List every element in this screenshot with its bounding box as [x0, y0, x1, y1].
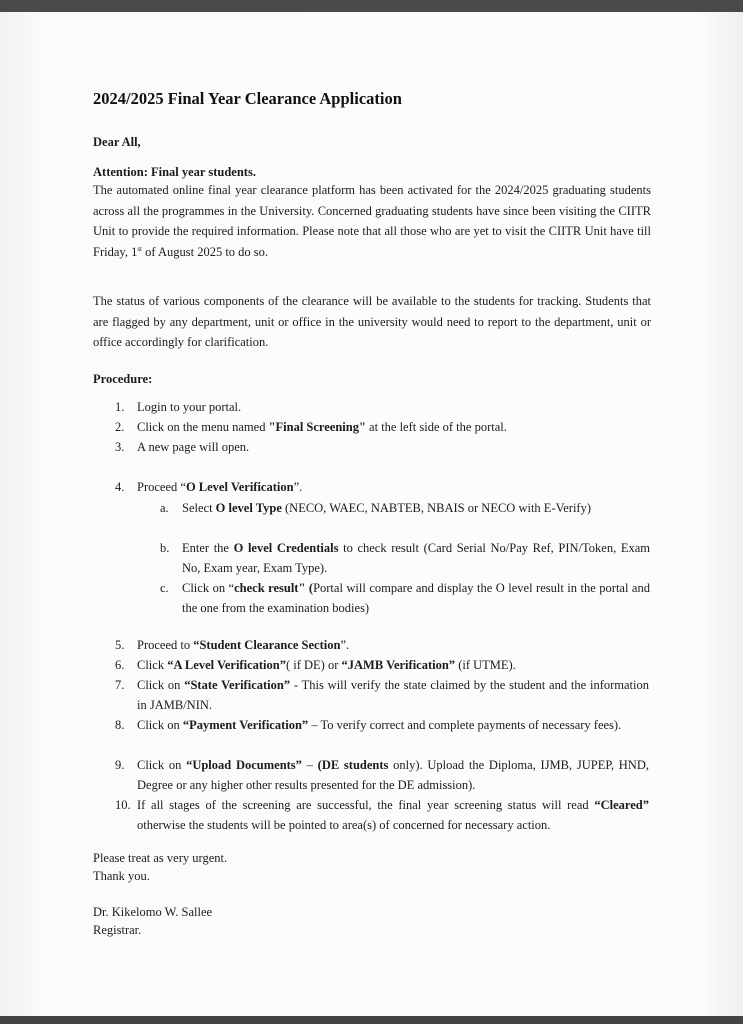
upload-documents-label: “Upload Documents”: [186, 758, 302, 772]
paragraph-intro: [93, 180, 651, 263]
step-9-text: Click on: [137, 758, 187, 772]
closing-urgent: Please treat as very urgent.: [93, 851, 228, 865]
paragraph-intro-end: of August 2025 to do so.: [142, 245, 269, 260]
step-6-text-mid: ( if DE) or: [285, 658, 342, 672]
step-4b: [182, 538, 650, 578]
attention-line: Attention: Final year students.: [93, 165, 256, 179]
step-9: [137, 755, 649, 795]
step-5: [137, 635, 647, 655]
step-4a-text-end: (NECO, WAEC, NABTEB, NBAIS or NECO with E-Verify): [281, 501, 591, 515]
step-4c-text-end: Portal will compare and display the O level result in the portal and the one from the examination bodies): [182, 581, 650, 615]
student-clearance-section-label: “Student Clearance Section: [193, 638, 341, 652]
step-4b-text-end: to check result (Card Serial No/Pay Ref, PIN/Token, Exam No, Exam year, Exam Type).: [182, 541, 651, 575]
step-number: 3.: [115, 440, 125, 454]
o-level-verification-label: O Level Verification: [185, 480, 294, 494]
step-6: [137, 655, 647, 675]
step-number: 6.: [115, 658, 125, 672]
de-students-label: (DE students: [317, 758, 389, 772]
closing-thanks: Thank you.: [93, 869, 150, 883]
step-4: [137, 477, 647, 497]
step-6-text-end: (if UTME).: [455, 658, 516, 672]
step-8: [137, 715, 649, 735]
ordinal-suffix: st: [137, 244, 142, 253]
step-number: 5.: [115, 638, 125, 652]
procedure-label: Procedure:: [93, 372, 153, 386]
step-2: [137, 417, 657, 437]
step-10-text: If all stages of the screening are successful, the final year screening status will read: [137, 798, 595, 812]
paragraph-status: The status of various components of the clearance will be available to the students for tracking. Students that are flagged by any department, unit or office in the university would need to report to the department, unit or office accordingly for clarification.: [93, 294, 651, 350]
step-10-text-end: otherwise the students will be pointed to area(s) of concerned for necessary action.: [137, 818, 551, 832]
o-level-credentials-label: O level Credentials: [233, 541, 339, 555]
step-2-text: Click on the menu named: [137, 420, 269, 434]
step-6-text: Click: [137, 658, 168, 672]
paragraph-intro-text: The automated online final year clearance platform has been activated for the 2024/2025 graduating students across all the programmes in the University. Concerned graduating students have since been visiting the CIITR Unit to provide the required information. Please note that all those who are yet to visit the CIITR Unit have till Friday, 1: [93, 183, 651, 260]
substep-letter: c.: [160, 581, 169, 595]
step-number: 1.: [115, 400, 125, 414]
step-number: 10.: [115, 798, 131, 812]
cleared-label: “Cleared”: [594, 798, 649, 812]
payment-verification-label: “Payment Verification”: [182, 718, 309, 732]
step-9-text-end: only). Upload the Diploma, IJMB, JUPEP, HND, Degree or any higher other results presented for the DE admission).: [137, 758, 649, 792]
step-1: Login to your portal.: [137, 400, 242, 414]
substep-letter: b.: [160, 541, 170, 555]
signatory-title: Registrar.: [93, 923, 142, 937]
step-8-text-end: – To verify correct and complete payments of necessary fees).: [308, 718, 622, 732]
step-8-text: Click on: [137, 718, 183, 732]
salutation: Dear All,: [93, 135, 141, 149]
step-7-text-end: - This will verify the state claimed by the student and the information in JAMB/NIN.: [137, 678, 649, 712]
step-2-text-end: at the left side of the portal.: [365, 420, 507, 434]
step-7-text: Click on: [137, 678, 185, 692]
step-9-text-mid: –: [301, 758, 318, 772]
step-4a-text: Select: [182, 501, 216, 515]
o-level-type-label: O level Type: [215, 501, 282, 515]
final-screening-label: "Final Screening": [268, 420, 366, 434]
a-level-verification-label: “A Level Verification”: [167, 658, 286, 672]
step-4c-text: Click on “: [182, 581, 235, 595]
step-number: 4.: [115, 480, 125, 494]
step-4b-text: Enter the: [182, 541, 234, 555]
signatory-name: Dr. Kikelomo W. Sallee: [93, 905, 213, 919]
step-number: 8.: [115, 718, 125, 732]
document-page: [0, 12, 743, 1016]
step-10: [137, 795, 649, 835]
step-number: 7.: [115, 678, 125, 692]
step-5-text: Proceed to: [137, 638, 194, 652]
step-5-text-end: ”.: [340, 638, 350, 652]
check-result-label: check result" (: [234, 581, 314, 595]
state-verification-label: “State Verification”: [184, 678, 291, 692]
step-4-text-end: ”.: [293, 480, 303, 494]
bottom-edge: [0, 1016, 743, 1024]
substep-letter: a.: [160, 501, 169, 515]
step-number: 2.: [115, 420, 125, 434]
step-7: [137, 675, 649, 715]
jamb-verification-label: “JAMB Verification”: [341, 658, 456, 672]
step-3: A new page will open.: [137, 440, 250, 454]
step-4a: [182, 498, 650, 518]
step-number: 9.: [115, 758, 125, 772]
step-4c: [182, 578, 650, 618]
step-4-text: Proceed “: [137, 480, 186, 494]
letter-title: 2024/2025 Final Year Clearance Application: [93, 89, 402, 108]
